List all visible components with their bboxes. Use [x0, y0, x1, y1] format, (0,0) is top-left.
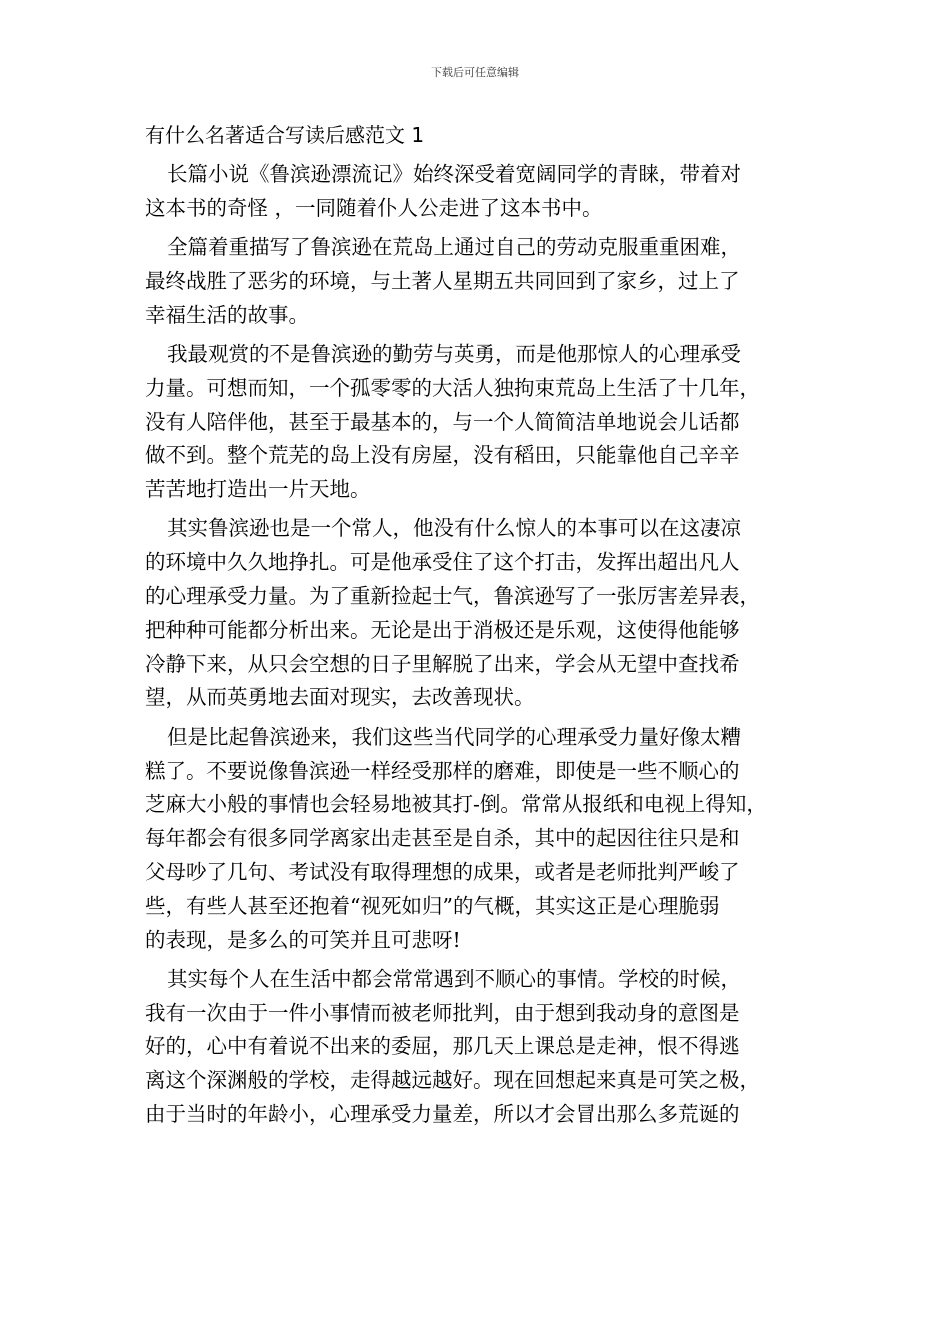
- paragraph: [145, 721, 825, 958]
- document-title: 有什么名著适合写读后感范文 1: [145, 123, 425, 147]
- text-line: 我最观赏的不是鲁滨逊的勤劳与英勇，而是他那惊人的心理承受: [167, 341, 741, 366]
- paragraph: [145, 158, 825, 226]
- text-line: 其实鲁滨逊也是一个常人，他没有什么惊人的本事可以在这凄凉: [167, 516, 741, 541]
- header-note: 下载后可任意编辑: [431, 66, 519, 79]
- text-line: 父母吵了几句、考试没有取得理想的成果，或者是老师批判严峻了: [145, 859, 740, 884]
- text-line: 最终战胜了恶劣的环境，与土著人星期五共同回到了家乡，过上了: [145, 268, 740, 293]
- text-line: 做不到。整个荒芜的岛上没有房屋，没有稻田，只能靠他自己辛辛: [145, 443, 740, 468]
- text-line: 的环境中久久地挣扎。可是他承受住了这个打击，发挥出超出凡人: [145, 550, 740, 575]
- text-line: 些，有些人甚至还抱着“视死如归”的气概，其实这正是心理脆弱: [145, 893, 720, 918]
- text-line: 每年都会有很多同学离家出走甚至是自杀，其中的起因往往只是和: [145, 826, 740, 851]
- text-line: 我有一次由于一件小事情而被老师批判，由于想到我动身的意图是: [145, 1000, 740, 1025]
- text-line: 力量。可想而知，一个孤零零的大活人独拘束荒岛上生活了十几年，: [145, 375, 760, 400]
- document-body: [145, 158, 825, 1137]
- text-line: 但是比起鲁滨逊来，我们这些当代同学的心理承受力量好像太糟: [167, 724, 741, 749]
- text-line: 冷静下来，从只会空想的日子里解脱了出来，学会从无望中查找希: [145, 651, 740, 676]
- text-line: 由于当时的年龄小，心理承受力量差，所以才会冒出那么多荒诞的: [145, 1102, 740, 1127]
- text-line: 的表现，是多么的可笑并且可悲呀!: [145, 927, 461, 952]
- text-line: 长篇小说《鲁滨逊漂流记》始终深受着宽阔同学的青睐，带着对: [167, 162, 741, 186]
- paragraph: [145, 338, 825, 507]
- text-line: 没有人陪伴他，甚至于最基本的，与一个人简简洁单地说会儿话都: [145, 409, 740, 434]
- text-line: 幸福生活的故事。: [145, 302, 309, 327]
- text-line: 苦苦地打造出一片天地。: [145, 477, 371, 502]
- text-line: 望，从而英勇地去面对现实，去改善现状。: [145, 685, 535, 710]
- text-line: 其实每个人在生活中都会常常遇到不顺心的事情。学校的时候，: [167, 966, 741, 991]
- text-line: 把种种可能都分析出来。无论是出于消极还是乐观，这使得他能够: [145, 617, 740, 642]
- text-line: 离这个深渊般的学校，走得越远越好。现在回想起来真是可笑之极，: [145, 1068, 760, 1093]
- text-line: 好的，心中有着说不出来的委屈，那几天上课总是走神，恨不得逃: [145, 1034, 740, 1059]
- text-line: 芝麻大小般的事情也会轻易地被其打-倒。常常从报纸和电视上得知，: [145, 792, 767, 817]
- text-line: 这本书的奇怪 ，一同随着仆人公走进了这本书中。: [145, 195, 603, 220]
- paragraph: [145, 512, 825, 715]
- paragraph: [145, 963, 825, 1132]
- text-line: 全篇着重描写了鲁滨逊在荒岛上通过自己的劳动克服重重困难，: [167, 235, 741, 260]
- paragraph: [145, 231, 825, 332]
- text-line: 糕了。不要说像鲁滨逊一样经受那样的磨难，即使是一些不顺心的: [145, 758, 740, 783]
- text-line: 的心理承受力量。为了重新捡起士气，鲁滨逊写了一张厉害差异表，: [145, 584, 760, 609]
